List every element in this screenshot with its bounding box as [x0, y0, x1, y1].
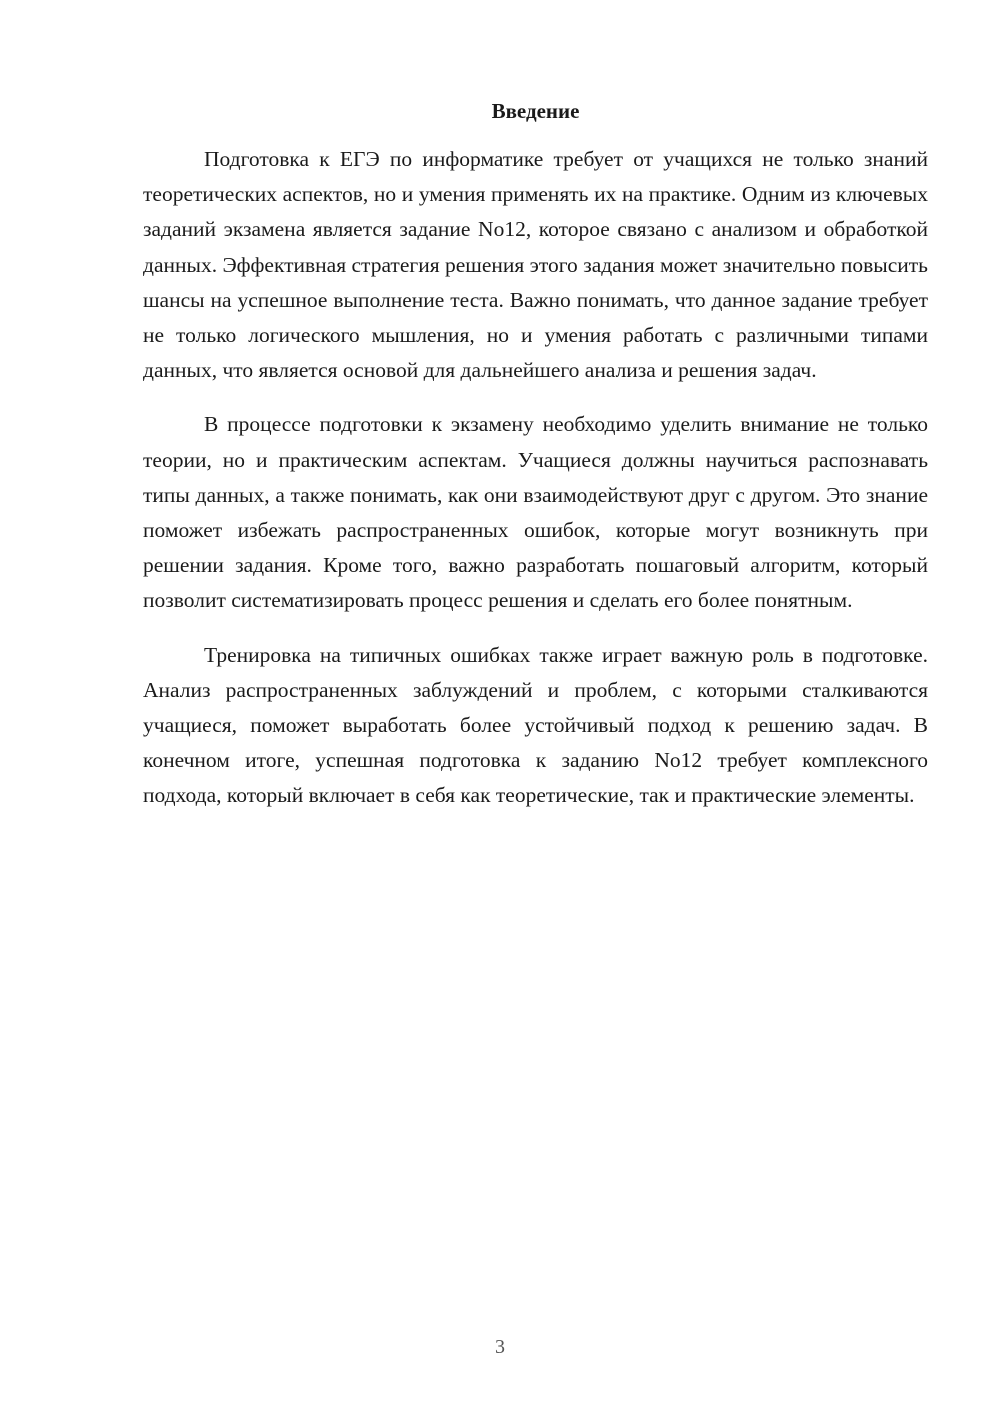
- paragraph-2: В процессе подготовки к экзамену необходимо уделить внимание не только теории, но и практическим аспектам. Учащиеся должны научиться распознавать типы данных, а также понимать, как они взаимодействуют друг с другом. Это знание поможет избежать распространенных ошибок, которые могут возникнуть при решении задания. Кроме того, важно разработать пошаговый алгоритм, который позволит систематизировать процесс решения и сделать его более понятным.: [143, 412, 928, 613]
- page-title: Введение: [491, 99, 580, 123]
- paragraph-3: Тренировка на типичных ошибках также играет важную роль в подготовке. Анализ распространенных заблуждений и проблем, с которыми сталкиваются учащиеся, поможет выработать более устойчивый подход к решению задач. В конечном итоге, успешная подготовка к заданию No12 требует комплексного подхода, который включает в себя как теоретические, так и практические элементы.: [143, 642, 928, 808]
- page-number: 3: [495, 1336, 505, 1358]
- body-text: [143, 142, 928, 814]
- paragraph-1: Подготовка к ЕГЭ по информатике требует от учащихся не только знаний теоретических аспектов, но и умения применять их на практике. Одним из ключевых заданий экзамена является задание No12, которое связано с анализом и обработкой данных. Эффективная стратегия решения этого задания может значительно повысить шансы на успешное выполнение теста. Важно понимать, что данное задание требует не только логического мышления, но и умения работать с различными типами данных, что является основой для дальнейшего анализа и решения задач.: [143, 147, 928, 383]
